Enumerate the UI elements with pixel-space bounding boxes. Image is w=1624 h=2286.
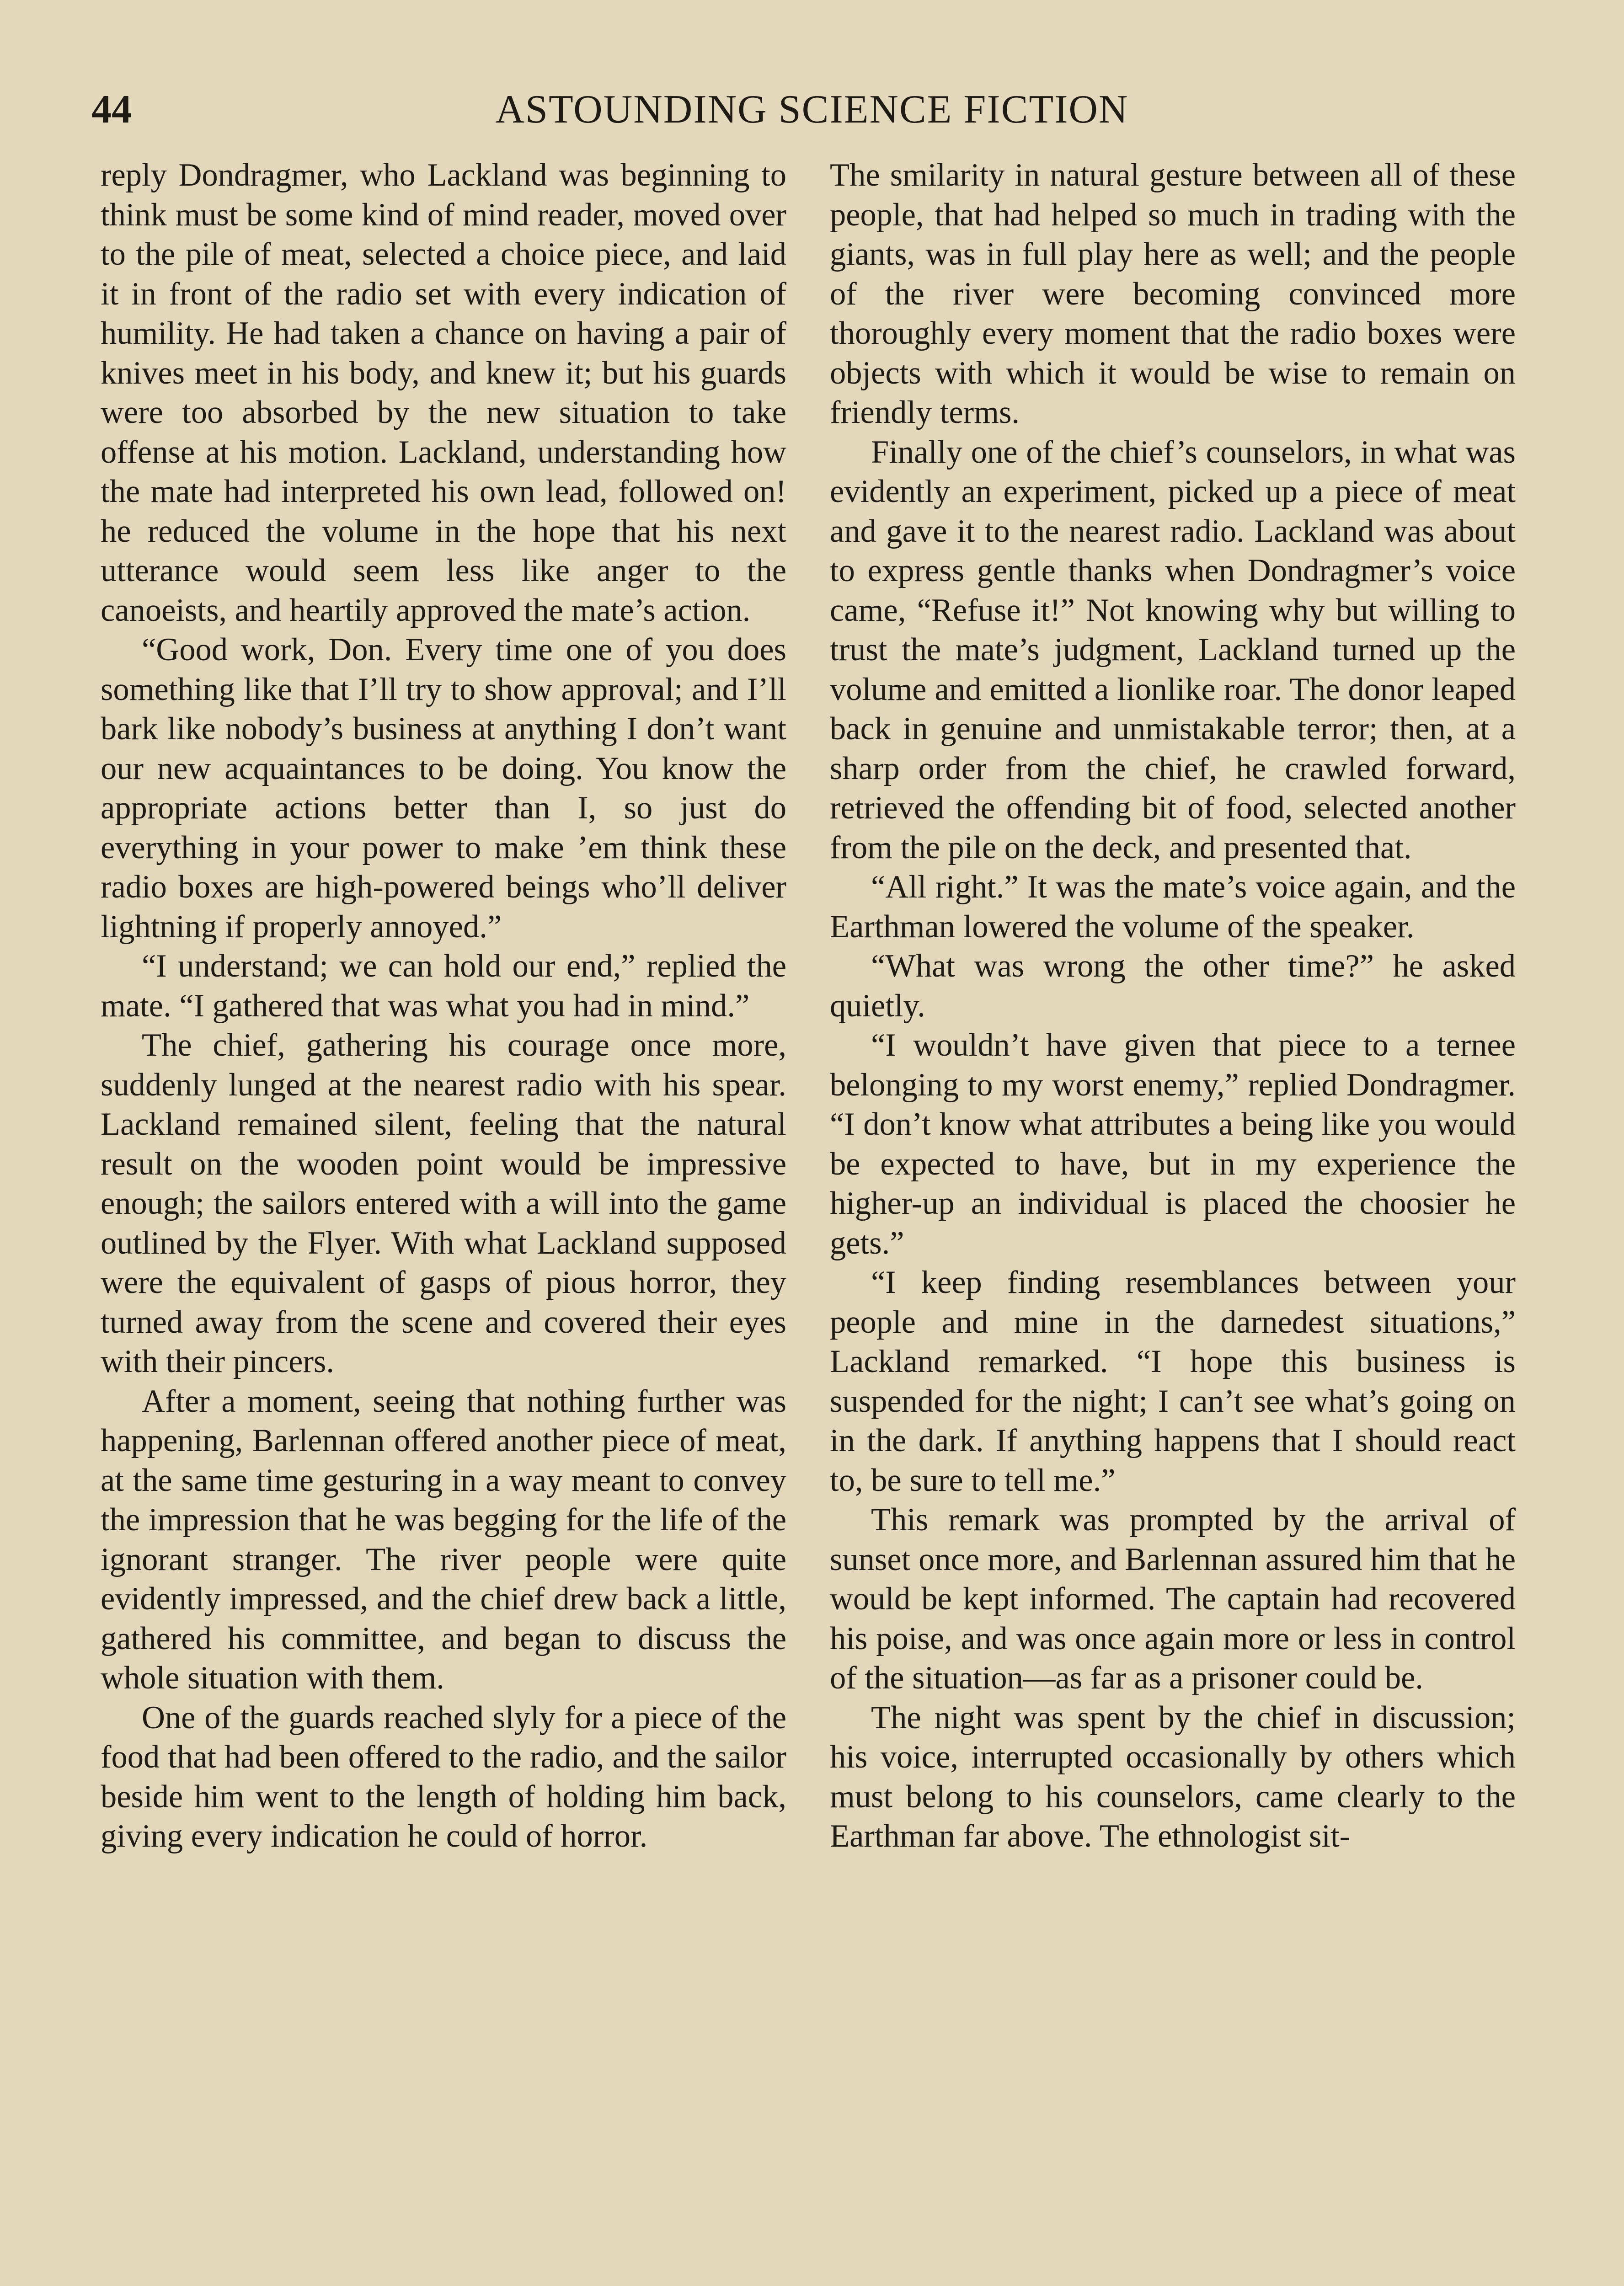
paragraph: “What was wrong the other time?” he asked quietly. bbox=[830, 948, 1516, 1024]
paragraph: After a moment, seeing that nothing further was happening, Barlennan offered another piece of meat, at the same time gesturing in a way meant to convey the impression that he was begging for the life of the ignorant stranger. The river people were quite evidently impressed, and the chief drew back a little, gathered his committee, and began to discuss the whole situation with them. bbox=[101, 1383, 786, 1696]
paragraph: This remark was prompted by the arrival of sunset once more, and Barlennan assured him that he would be kept informed. The captain had recovered his poise, and was once again more or less in control of the situation—as far as a prisoner could be. bbox=[830, 1502, 1516, 1696]
paragraph: Finally one of the chief’s counselors, in what was evidently an experiment, picked up a piece of meat and gave it to the nearest radio. Lackland was about to express gentle thanks when Dondragmer’s voice came, “Refuse it!” Not knowing why but willing to trust the mate’s judgment, Lackland turned up the volume and emitted a lionlike roar. The donor leaped back in genuine and unmistakable terror; then, at a sharp order from the chief, he crawled forward, retrieved the offending bit of food, selected another from the pile on the deck, and presented that. bbox=[830, 434, 1516, 865]
paragraph: “All right.” It was the mate’s voice again, and the Earthman lowered the volume of the speaker. bbox=[830, 869, 1516, 945]
page-header bbox=[91, 82, 1533, 137]
paragraph: The chief, gathering his courage once more, suddenly lunged at the nearest radio with his spear. Lackland remained silent, feeling that the natural result on the wooden point would be impressive enough; the sailors entered with a will into the game outlined by the Flyer. With what Lackland supposed were the equivalent of gasps of pious horror, they turned away from the scene and covered their eyes with their pincers. bbox=[101, 1027, 786, 1379]
paragraph: The night was spent by the chief in discussion; his voice, interrupted occasionally by others which must belong to his counselors, came clearly to the Earthman far above. The ethnologist sit- bbox=[830, 1699, 1516, 1854]
page-number: 44 bbox=[91, 87, 132, 132]
paragraph: “I keep finding resemblances between your people and mine in the darnedest situations,” Lackland remarked. “I hope this business is suspended for the night; I can’t see what’s going on in the dark. If anything happens that I should react to, be sure to tell me.” bbox=[830, 1265, 1516, 1498]
paragraph: reply Dondragmer, who Lackland was beginning to think must be some kind of mind reader, moved over to the pile of meat, selected a choice piece, and laid it in front of the radio set with every indication of humility. He had taken a chance on having a pair of knives meet in his body, and knew it; but his guards were too absorbed by the new situation to take offense at his motion. Lackland, understanding how the mate had interpreted his own lead, followed on! he reduced the volume in the hope that his next utterance would seem less like anger to the canoeists, and heartily approved the mate’s action. bbox=[101, 157, 786, 628]
paragraph: “I understand; we can hold our end,” replied the mate. “I gathered that was what you had in mind.” bbox=[101, 948, 786, 1024]
paragraph: The smilarity in natural gesture between all of these people, that had helped so much in trading with the giants, was in full play here as well; and the people of the river were becoming convinced more thoroughly every moment that the radio boxes were objects with which it would be wise to remain on friendly terms. bbox=[830, 157, 1516, 430]
paragraph: “I wouldn’t have given that piece to a ternee belonging to my worst enemy,” replied Dondragmer. “I don’t know what attributes a being like you would be expected to have, but in my experience the higher-up an individual is placed the choosier he gets.” bbox=[830, 1027, 1516, 1261]
paragraph: One of the guards reached slyly for a piece of the food that had been offered to the radio, and the sailor beside him went to the length of holding him back, giving every indication he could of horror. bbox=[101, 1699, 786, 1854]
paragraph: “Good work, Don. Every time one of you does something like that I’ll try to show approval; and I’ll bark like nobody’s business at anything I don’t want our new acquaintances to be doing. You know the appropriate actions better than I, so just do everything in your power to make ’em think these radio boxes are high-powered beings who’ll deliver lightning if properly annoyed.” bbox=[101, 632, 786, 945]
right-column bbox=[830, 155, 1516, 2286]
running-title: ASTOUNDING SCIENCE FICTION bbox=[495, 87, 1129, 132]
left-column bbox=[101, 155, 786, 2286]
